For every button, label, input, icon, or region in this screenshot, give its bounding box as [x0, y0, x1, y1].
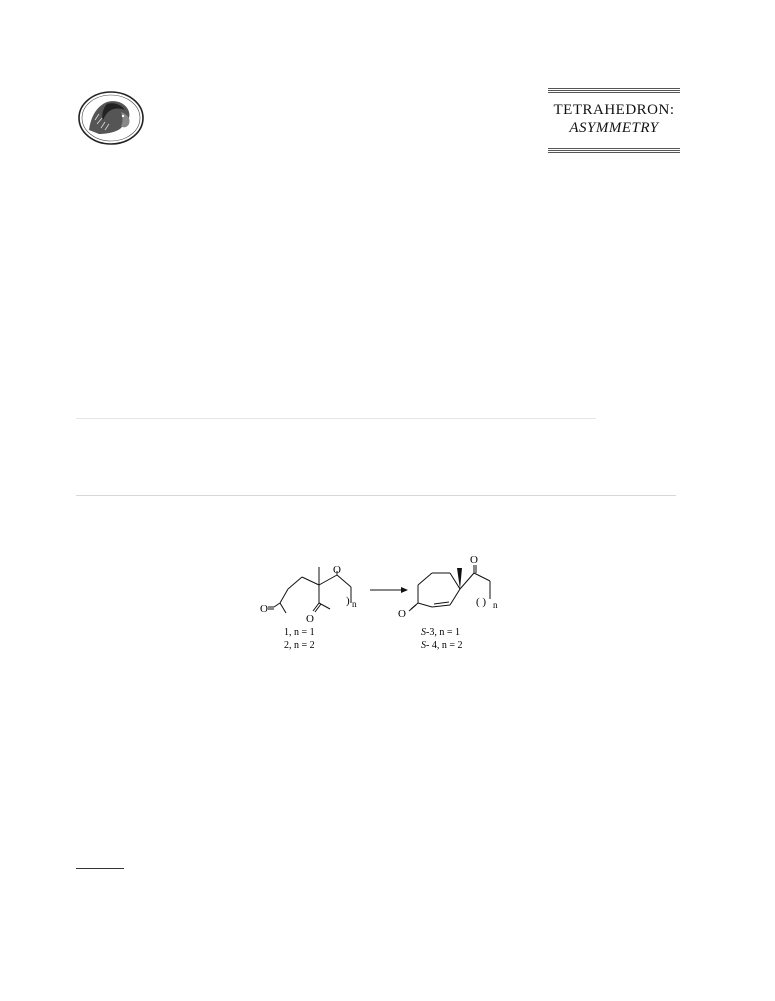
- journal-title-line1: TETRAHEDRON:: [553, 102, 675, 118]
- reactant-paren: ): [346, 595, 350, 607]
- product-label-2-prefix: S: [421, 640, 426, 651]
- product-paren: ( ): [476, 596, 487, 608]
- title-top-rules: [548, 88, 680, 94]
- svg-text:S- 4, n = 2: [421, 640, 462, 651]
- journal-title-line2: ASYMMETRY: [569, 120, 659, 136]
- abstract-bottom-rule: [76, 495, 676, 496]
- product-label-1-prefix: S: [421, 627, 426, 638]
- reactant-oxygen-bottom: O: [306, 613, 314, 625]
- reactant-ring-index: n: [352, 599, 357, 609]
- reactant-label-1: 1, n = 1: [284, 627, 315, 638]
- reaction-scheme: [240, 545, 540, 655]
- abstract-top-rule: [76, 418, 596, 419]
- journal-title-block: [548, 88, 680, 158]
- reactant-label-2: 2, n = 2: [284, 640, 315, 651]
- publisher-logo: [77, 90, 145, 146]
- product-oxygen-top: O: [470, 554, 478, 566]
- product-oxygen-left: O: [398, 608, 406, 620]
- reactant-oxygen-top: O: [333, 564, 341, 576]
- product-ring-index: n: [493, 600, 498, 610]
- svg-text:S-3, n = 1: [421, 627, 460, 638]
- title-bottom-rules: [548, 148, 680, 154]
- reactant-oxygen-side: O: [260, 603, 268, 615]
- reaction-arrow: [370, 587, 408, 593]
- footnote-rule: [76, 868, 124, 869]
- product-label-2-rest: - 4, n = 2: [426, 640, 463, 651]
- product-label-1-rest: -3, n = 1: [426, 627, 460, 638]
